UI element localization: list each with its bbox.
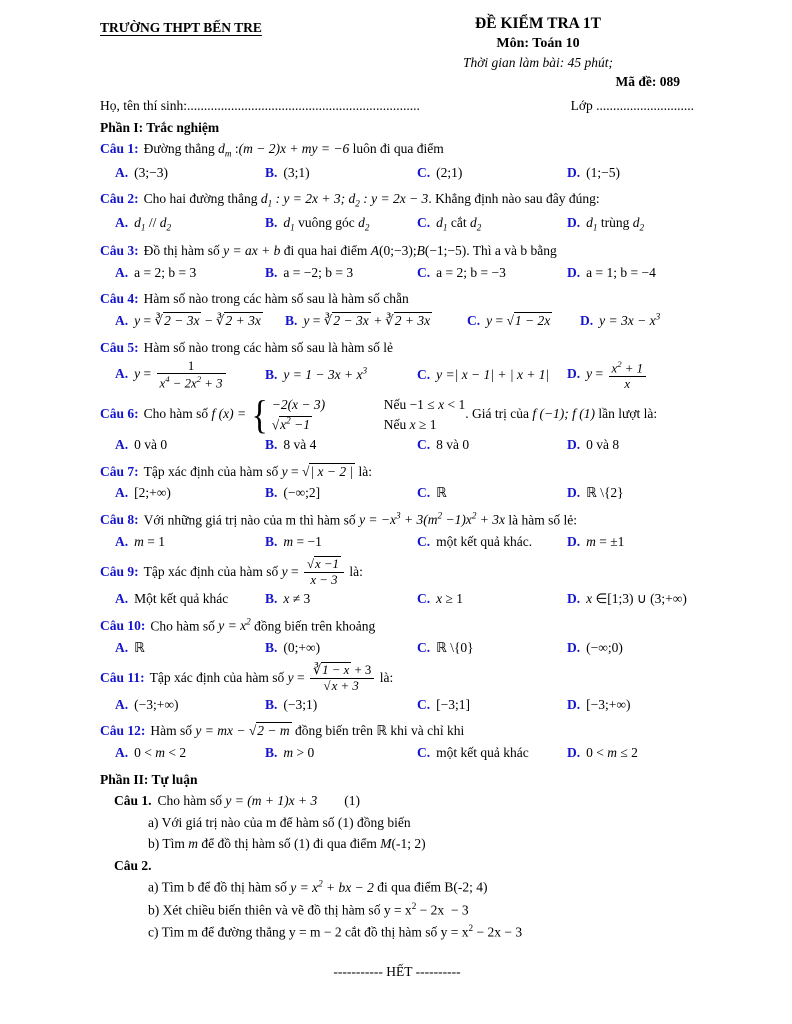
option-text: (0;+∞) [283,639,321,655]
options-row [100,742,694,764]
option-letter: A. [115,533,129,549]
option-letter: C. [417,436,431,452]
option-letter: A. [115,164,129,180]
option-text: y = $\frac{1}{x^4 - 2x^2 + 3}$ [134,366,227,381]
option-d [567,588,694,610]
option-text: ℝ \{2} [586,485,624,501]
question-text: Đường thẳng $d_m$ :(m − 2)x + my = −6 luôn đi qua điểm [143,141,444,160]
option-letter: A. [115,313,129,329]
option-letter: B. [265,485,278,501]
option-text: một kết quả khác. [436,533,533,549]
option-letter: A. [115,485,129,501]
option-text: $d_1$ cắt $d_2$ [436,214,482,233]
option-d [567,742,694,764]
essay-label: Câu 1. [114,793,152,809]
essay-line [100,790,694,812]
question-text: Với những giá trị nào của m thì hàm số $y = -x^3 + 3(m^2 -1)x^2 + 3x$ là hàm số lẻ: [143,510,577,528]
essay-subitem: b) Xét chiều biến thiên và vẽ đồ thị hàm số $y = x^2 - 2x - 3$ [148,900,469,918]
option-text: m > 0 [283,744,315,760]
options-row [100,162,694,184]
option-text: $y = 1 - 3x + x^3$ [283,365,368,383]
option-c [417,364,567,386]
question-text: Cho hàm số f (x) = { −2(x − 3) Nếu −1 ≤ x < 1 $√x^2 -1$ Nếu x ≥ 1 . Giá trị của f (−1); f (1) lần lượt là: [143,392,658,438]
option-text: 8 và 4 [283,436,317,452]
option-c [417,482,567,504]
essay-text: Cho hàm số y = (m + 1)x + 3 (1) [157,793,360,809]
options-row [100,588,694,610]
option-d [567,482,694,504]
option-text: m = −1 [283,533,322,549]
option-text: một kết quả khác [436,744,529,760]
essay-line [100,855,694,877]
option-letter: C. [417,533,431,549]
option-letter: D. [567,639,581,655]
essay-subitem: c) Tìm m để đường thẳng y = m − 2 cắt đồ thị hàm số $y = x^2 - 2x - 3$ [148,922,523,940]
question-label: Câu 2: [100,191,139,207]
question-label: Câu 8: [100,512,139,528]
question-label: Câu 7: [100,463,139,479]
option-text: ℝ \{0} [436,639,474,655]
options-row [100,434,694,456]
option-b [285,310,467,332]
option-text: y = √1 − 2x [486,313,551,329]
option-text: 0 và 0 [134,436,168,452]
question-text: Cho hai đường thẳng $d_1$ : y = 2x + 3; $d_2$ : y = 2x − 3. Khẳng định nào sau đây đúng: [143,191,600,210]
question [100,138,694,183]
option-letter: A. [115,366,129,382]
option-text: [2;+∞) [134,485,171,501]
option-d [567,694,694,716]
option-letter: C. [417,264,431,280]
question-label: Câu 9: [100,563,139,579]
option-a [115,482,265,504]
option-text: 0 < m ≤ 2 [586,744,638,760]
exam-header [100,14,694,91]
option-c [417,162,567,184]
question-text: Hàm số nào trong các hàm số sau là hàm số chẵn [143,291,409,307]
essay-subitem: a) Tìm b để đồ thị hàm số $y = x^2$ + bx − 2 đi qua điểm B(-2; 4) [148,878,488,895]
essay-subitem: b) Tìm m để đồ thị hàm số (1) đi qua điểm M(-1; 2) [148,836,426,852]
question-label: Câu 6: [100,406,139,422]
essay-subitem: a) Với giá trị nào của m để hàm số (1) đồng biến [148,814,411,830]
option-a [115,742,265,764]
option-b [265,637,417,659]
option-letter: B. [265,590,278,606]
question-line [100,138,694,161]
question [100,337,694,391]
essay-subitems [100,812,694,855]
option-letter: B. [265,264,278,280]
question-line [100,461,694,483]
option-letter: C. [417,696,431,712]
option-c [417,531,567,553]
essay-subitems [100,876,694,942]
question [100,188,694,235]
question [100,615,694,659]
option-b [265,742,417,764]
option-b [265,262,417,284]
option-text: 8 và 0 [436,436,470,452]
option-c [417,742,567,764]
question-line [100,557,694,588]
option-letter: C. [417,485,431,501]
option-text: x ≠ 3 [283,590,311,606]
option-letter: B. [265,744,278,760]
options-row [100,531,694,553]
question [100,557,694,609]
option-d [580,310,694,332]
options-row [100,310,694,332]
exam-subject: Môn: Toán 10 [496,35,580,51]
question [100,240,694,283]
option-d [567,212,694,235]
option-text: y = $\frac{x^2 + 1}{x}$ [586,366,648,381]
option-d [567,359,694,392]
option-b [265,212,417,235]
option-text: 0 và 8 [586,436,620,452]
options-row [100,262,694,284]
multiple-choice-question-list [100,138,694,763]
question [100,509,694,553]
option-text: ℝ [134,639,145,655]
question-label: Câu 12: [100,723,146,739]
exam-title-block [382,14,694,91]
option-letter: B. [265,436,278,452]
option-letter: A. [115,639,129,655]
option-letter: D. [567,264,581,280]
option-text: m = 1 [134,533,165,549]
option-letter: A. [115,214,129,230]
option-b [265,531,417,553]
question-text: Hàm số nào trong các hàm số sau là hàm số lẻ [143,340,393,356]
option-d [567,434,694,456]
question [100,392,694,455]
option-letter: A. [115,696,129,712]
option-letter: B. [265,696,278,712]
option-c [417,212,567,235]
option-c [467,310,580,332]
question-line [100,240,694,262]
option-text: (−∞;2] [283,485,321,501]
option-text: (1;−5) [586,164,620,180]
option-text: $d_1$ vuông góc $d_2$ [283,214,370,233]
option-b [265,162,417,184]
option-text: y = ∛2 − 3x + ∛2 + 3x [303,313,431,329]
options-row [100,482,694,504]
option-letter: D. [567,696,581,712]
part2-title: Phần II: Tự luận [100,771,198,787]
option-d [567,531,694,553]
option-letter: A. [115,264,129,280]
option-text: (−3;1) [283,696,318,712]
question-line [100,288,694,310]
option-letter: D. [567,164,581,180]
option-a [115,162,265,184]
option-text: y = ∛2 − 3x − ∛2 + 3x [134,313,261,329]
option-a [115,637,265,659]
option-letter: B. [265,533,278,549]
option-b [265,434,417,456]
option-a [115,262,265,284]
option-text: x ≥ 1 [436,590,464,606]
option-letter: D. [580,313,594,329]
question-text: Tập xác định của hàm số y = √| x − 2 | là: [143,463,373,479]
exam-title: ĐỀ KIỂM TRA 1T [475,15,601,32]
option-b [265,588,417,610]
option-text: a = 1; b = −4 [586,264,656,280]
option-letter: B. [265,214,278,230]
question-text: Tập xác định của hàm số y = $\frac{√x -1}{x - 3}$ là: [143,557,363,588]
question-text: Đồ thị hàm số y = ax + b đi qua hai điểm A(0;−3);B(−1;−5). Thì a và b bằng [143,243,557,259]
option-a [115,588,265,610]
option-text: $y = 3x - x^3$ [599,311,661,329]
question-text: Tập xác định của hàm số y = $\frac{∛1 - x + 3}{√x + 3}$ là: [149,663,394,693]
option-letter: C. [467,313,481,329]
option-text: [−3;+∞) [586,696,631,712]
option-c [417,588,567,610]
question-text: Cho hàm số $y = x^2$ đồng biến trên khoảng [150,616,376,634]
option-c [417,262,567,284]
question-line [100,337,694,359]
essay-question [100,855,694,943]
option-text: a = 2; b = −3 [436,264,506,280]
option-text: $d_1 // d_2$ [134,214,172,233]
option-letter: B. [285,313,298,329]
option-text: (−3;+∞) [134,696,179,712]
option-text: [−3;1] [436,696,470,712]
option-d [567,637,694,659]
option-c [417,637,567,659]
option-text: y =| x − 1| + | x + 1| [436,367,550,383]
question-line [100,720,694,742]
question-label: Câu 5: [100,340,139,356]
option-letter: A. [115,590,129,606]
question-line [100,392,694,438]
option-text: 0 < m < 2 [134,744,187,760]
question-label: Câu 11: [100,669,145,685]
option-letter: C. [417,639,431,655]
option-a [115,310,285,332]
option-b [265,694,417,716]
option-text: m = ±1 [586,533,625,549]
question-label: Câu 1: [100,141,139,157]
part1-title: Phần I: Trắc nghiệm [100,119,220,135]
question-line [100,188,694,211]
option-text: Một kết quả khác [134,590,229,606]
exam-code: Mã đề: 089 [615,74,680,90]
option-letter: D. [567,485,581,501]
question [100,663,694,715]
option-letter: C. [417,590,431,606]
student-name-line: Họ, tên thí sinh:..................................................................... [100,98,420,114]
option-a [115,531,265,553]
option-letter: D. [567,533,581,549]
option-text: (3;1) [283,164,310,180]
option-text: (3;−3) [134,164,168,180]
option-letter: D. [567,744,581,760]
question-label: Câu 3: [100,243,139,259]
options-row [100,637,694,659]
option-c [417,434,567,456]
student-info-line [100,95,694,117]
option-text: x ∈[1;3) ∪ (3;+∞) [586,590,687,606]
school-name: TRƯỜNG THPT BẾN TRE [100,20,262,35]
question [100,288,694,332]
option-text: a = 2; b = 3 [134,264,197,280]
option-letter: B. [265,639,278,655]
question [100,461,694,504]
option-letter: B. [265,367,278,383]
option-letter: D. [567,436,581,452]
option-text: (2;1) [436,164,463,180]
option-letter: A. [115,744,129,760]
essay-question [100,790,694,855]
option-a [115,434,265,456]
option-letter: A. [115,436,129,452]
options-row [100,694,694,716]
essay-label: Câu 2. [114,857,152,873]
end-of-exam-marker: ----------- HẾT ---------- [333,963,461,979]
options-row [100,212,694,235]
option-text: a = −2; b = 3 [283,264,354,280]
option-a [115,694,265,716]
essay-question-list [100,790,694,943]
question-text: Hàm số y = mx − √2 − m đồng biến trên ℝ khi và chỉ khi [150,723,465,739]
exam-duration: Thời gian làm bài: 45 phút; [462,54,614,70]
option-letter: C. [417,367,431,383]
option-b [265,364,417,386]
option-text: $d_1$ trùng $d_2$ [586,214,645,233]
student-class-line: Lớp ............................. [570,98,694,114]
option-letter: D. [567,214,581,230]
option-d [567,262,694,284]
option-d [567,162,694,184]
option-b [265,482,417,504]
option-letter: B. [265,164,278,180]
option-a [115,359,265,392]
question-line [100,663,694,694]
option-c [417,694,567,716]
option-letter: C. [417,164,431,180]
question-line [100,615,694,637]
option-letter: D. [567,366,581,382]
option-text: ℝ [436,485,447,501]
options-row [100,359,694,392]
question-label: Câu 4: [100,291,139,307]
option-text: (−∞;0) [586,639,623,655]
option-letter: C. [417,214,431,230]
option-letter: C. [417,744,431,760]
option-a [115,212,265,235]
question-line [100,509,694,531]
option-letter: D. [567,590,581,606]
question [100,720,694,763]
question-label: Câu 10: [100,618,146,634]
